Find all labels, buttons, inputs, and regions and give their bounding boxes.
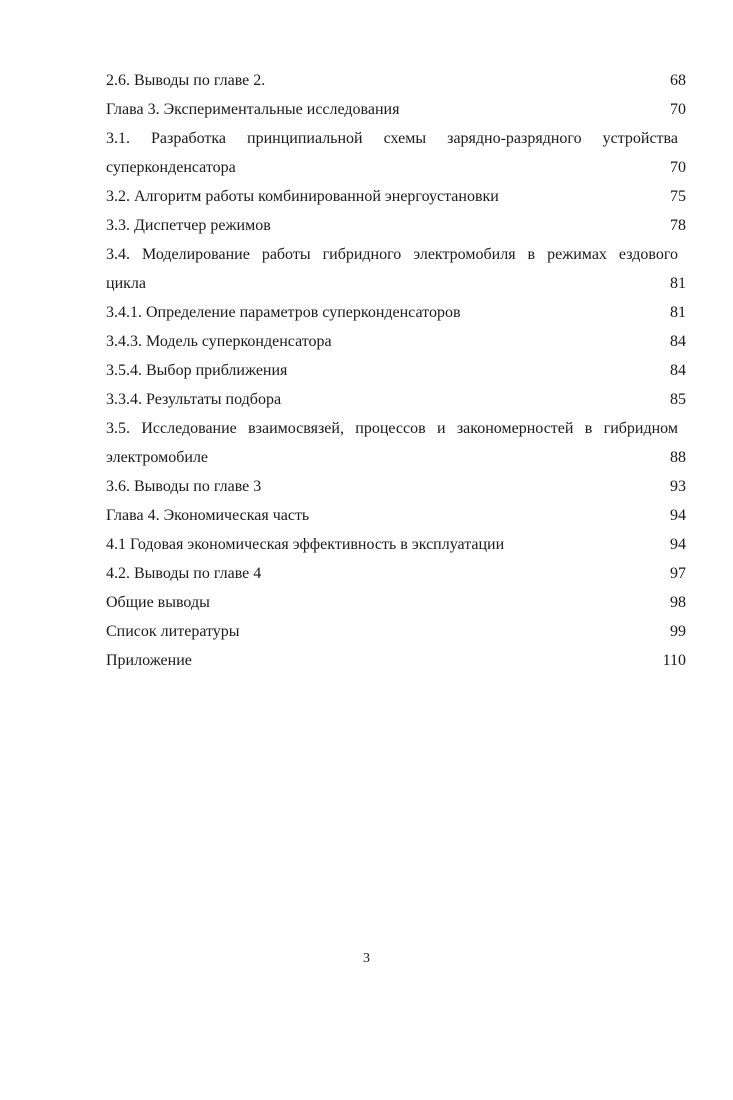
toc-entry-page: 70 [670, 159, 686, 176]
toc-entry [106, 182, 686, 211]
toc-entry-page: 75 [670, 188, 686, 205]
toc-entry [106, 617, 686, 646]
toc-entry-page: 84 [670, 362, 686, 379]
toc-entry-title: 3.6. Выводы по главе 3 [106, 478, 262, 495]
toc-entry-page: 78 [670, 217, 686, 234]
toc-entry-title: Глава 3. Экспериментальные исследования [106, 101, 400, 118]
toc-entry-page: 94 [670, 536, 686, 553]
toc-entry-title: 3.3. Диспетчер режимов [106, 217, 271, 234]
toc-entry-title: 3.2. Алгоритм работы комбинированной энергоустановки [106, 188, 499, 205]
toc-entry [106, 443, 686, 472]
toc-entry [106, 66, 686, 95]
toc-entry-title: 3.4. Моделирование работы гибридного электромобиля в режимах ездового [106, 246, 678, 263]
toc-entry [106, 501, 686, 530]
toc-entry-title: 3.1. Разработка принципиальной схемы зарядно-разрядного устройства [106, 130, 678, 147]
toc-entry-page: 81 [670, 304, 686, 321]
toc-entry [106, 95, 686, 124]
toc-entry [106, 124, 686, 153]
toc-entry-title: суперконденсатора [106, 159, 236, 176]
toc-entry [106, 414, 686, 443]
toc-entry-title: 3.3.4. Результаты подбора [106, 391, 282, 408]
toc-entry-page: 84 [670, 333, 686, 350]
toc-entry-page: 97 [670, 565, 686, 582]
toc-entry-page: 98 [670, 594, 686, 611]
toc-entry [106, 240, 686, 269]
toc-entry [106, 356, 686, 385]
toc-entry [106, 327, 686, 356]
toc-entry-page: 94 [670, 507, 686, 524]
toc-entry [106, 153, 686, 182]
toc-entry-page: 70 [670, 101, 686, 118]
toc-entry-title: 4.1 Годовая экономическая эффективность в эксплуатации [106, 536, 505, 553]
toc-entry-title: 3.4.3. Модель суперконденсатора [106, 333, 332, 350]
toc-entry [106, 472, 686, 501]
toc-entry-page: 88 [670, 449, 686, 466]
page-number: 3 [363, 951, 370, 966]
toc-entry-title: 3.5. Исследование взаимосвязей, процессов и закономерностей в гибридном [106, 420, 678, 437]
toc-entry [106, 559, 686, 588]
toc-entry [106, 385, 686, 414]
toc-entry-title: цикла [106, 275, 146, 292]
toc-entry-page: 68 [670, 72, 686, 89]
toc-entry [106, 211, 686, 240]
toc-entry-title: Список литературы [106, 623, 240, 640]
toc-entry-title: 3.5.4. Выбор приближения [106, 362, 288, 379]
toc-entry-page: 93 [670, 478, 686, 495]
toc-entry [106, 588, 686, 617]
toc-entry-page: 85 [670, 391, 686, 408]
toc-entry-title: Общие выводы [106, 594, 210, 611]
toc-entry [106, 530, 686, 559]
toc-entry-title: 3.4.1. Определение параметров суперконденсаторов [106, 304, 461, 321]
toc-entry-title: электромобиле [106, 449, 209, 466]
toc-entry-title: Приложение [106, 652, 192, 669]
toc-entry [106, 646, 686, 675]
toc-entry [106, 269, 686, 298]
toc-entry-page: 81 [670, 275, 686, 292]
toc-entry-page: 99 [670, 623, 686, 640]
toc-entry-title: 2.6. Выводы по главе 2. [106, 72, 266, 89]
table-of-contents [106, 66, 686, 675]
toc-entry [106, 298, 686, 327]
toc-entry-page: 110 [662, 652, 686, 669]
toc-entry-title: Глава 4. Экономическая часть [106, 507, 310, 524]
toc-entry-title: 4.2. Выводы по главе 4 [106, 565, 262, 582]
